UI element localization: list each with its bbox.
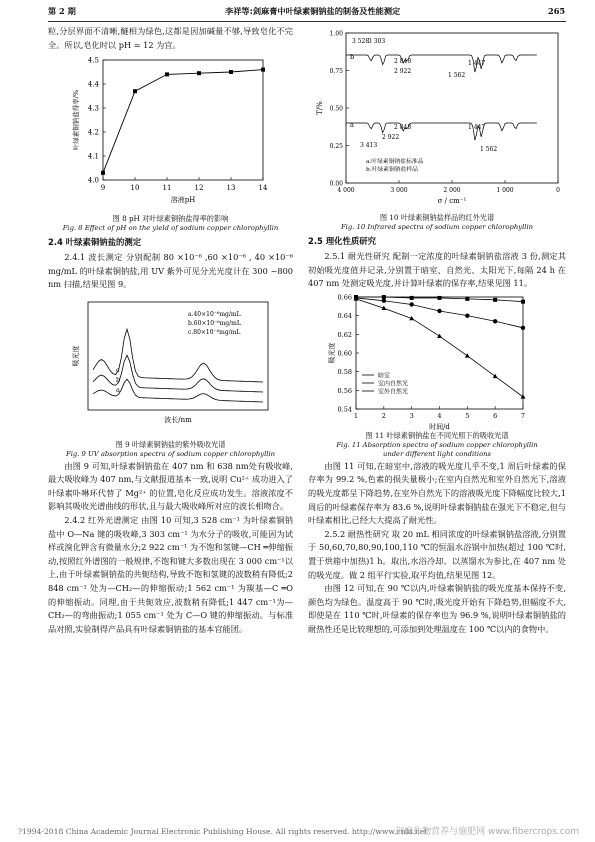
legend-entry: b.叶绿素铜钠盐样品 [366,167,418,173]
page-header [0,0,595,22]
data-point [521,394,526,398]
x-tick-label: 13 [226,184,236,193]
spectrum-line-c [93,329,263,385]
legend-entry: 室外自然光 [378,388,409,396]
x-tick-label: 14 [258,184,268,193]
legend-entry: c.80×10⁻⁶mg/mL [188,329,241,337]
data-point [438,296,442,300]
legend-entry: a.40×10⁻⁶mg/mL [188,311,241,319]
data-point [382,295,386,299]
peak-label: 1 562 [448,72,466,79]
curve-label: a [350,121,354,129]
peak-label: 1 447 [468,124,486,131]
data-point [521,300,525,304]
x-tick-label: 2 [381,411,386,420]
y-tick-label: 0.64 [337,312,352,321]
y-tick-label: 4.0 [87,176,99,185]
fig10-caption-en: Fig. 10 Infrared spectra of sodium copper chlorophyllin [340,223,534,231]
peak-label: 3 413 [360,142,378,149]
peak-label: 3 528 [352,38,370,45]
fig11-caption: 图 11 叶绿素铜钠盐在不同光照下的吸收光谱 [365,430,509,440]
issue-number: 第 2 期 [48,6,76,16]
y-tick-label: 0.50 [329,105,343,113]
fig8-caption-en: Fig. 8 Effect of pH on the yield of sodium copper chlorophyllin [62,224,279,233]
x-tick-label: 3 000 [390,187,408,194]
fig11-chart [308,291,566,431]
x-tick-label: 1 000 [496,187,514,194]
data-point [410,296,414,300]
data-point [493,298,497,302]
data-point [493,374,498,378]
data-point [465,353,470,357]
paragraph: 粒,分层界面不清晰,醚相为绿色,这都是因加碱量不够,导致皂化不完全。所以,皂化时以 pH = 12 为宜。 [48,26,293,50]
paragraph: 2.4.1 波长测定 分别配制 80 ×10⁻⁶ ,60 ×10⁻⁶ , 40 ×10⁻⁶ mg/mL 的叶绿素铜钠盐,用 UV 紫外可见分光光度计在 300 ~800 nm 扫描,结果见图 9。 [48,252,293,290]
x-axis-label: σ / cm⁻¹ [437,197,467,205]
paragraph: 由图 12 可知,在 90 ℃以内,叶绿素铜钠盐的吸光度基本保持不变,颜色均为绿色。温度高于 90 ℃时,吸光度开始有下降趋势,但幅度不大,即使是在 110 ℃时,叶绿素的保存率也为 96.9 %,说明叶绿素铜钠盐的耐热性还是比较理想的,可添加到处理温度在 100 ℃以内的食物中。 [308,583,566,634]
copyright-footer: ?1994-2018 China Academic Journal Electronic Publishing House. All rights reserved. http://www.cnki.net [18,827,428,836]
curve-label: a [116,386,120,395]
data-point [197,71,201,75]
peak-label: 1 447 [468,60,486,67]
y-tick-label: 0.56 [337,386,352,395]
curve-label: c [116,366,120,375]
y-tick-label: 1.00 [329,30,343,38]
peak-label: 2 848 [394,124,412,131]
peak-label: 2 848 [394,58,412,65]
paragraph: 2.5.2 耐热性研究 取 20 mL 相同浓度的叶绿素铜钠盐溶液,分别置于 50,60,70,80,90,100,110 ℃的恒温水浴锅中加热(超过 100 ℃时,置于烘箱中加热)1 h。取出,水浴冷却。以蒸馏水为参比,在 407 nm 处的吸光度。做 2 组平行实验,取平均值,结果见图 12。 [308,528,566,580]
fig11-caption-en: Fig. 11 Absorption spectra of sodium copper chlorophyllin [336,440,538,449]
fig10-caption: 图 10 叶绿素铜钠盐样品的红外光谱 [379,213,495,222]
y-tick-label: 0.75 [329,68,343,75]
plot-frame [88,302,268,410]
y-tick-label: 0.54 [337,405,352,414]
y-tick-label: 0.60 [337,349,352,358]
fig11-caption-en-2: under different light conditions [382,450,492,459]
x-axis-label: 波长/nm [164,416,192,425]
fig9-caption-en: Fig. 9 UV absorption spectra of sodium copper chlorophyllin [66,450,275,459]
y-axis-label: 叶绿素铜钠盐得率/% [72,90,80,151]
legend-entry: b.60×10⁻⁶mg/mL [188,320,241,328]
y-tick-label: 4.2 [87,128,99,137]
ir-spectrum-a [346,123,537,140]
y-tick-label: 4.1 [87,152,99,161]
x-axis-label: 溶液pH [170,196,196,205]
x-tick-label: 1 [353,411,359,420]
peak-label: 2 922 [394,68,412,75]
y-tick-label: 0.62 [337,330,352,339]
data-point [165,73,169,77]
fig9-chart [48,292,293,440]
fig9-caption: 图 9 叶绿素铜钠盐的紫外吸收光谱 [115,440,226,450]
running-title: 李祥等:剑麻膏中叶绿素铜钠盐的制备及性能测定 [225,6,401,16]
data-point [493,319,497,323]
x-tick-label: 0 [556,187,560,194]
y-tick-label: 0.25 [329,143,343,150]
fig8-caption: 图 8 pH 对叶绿素铜钠盐得率的影响 [112,214,229,224]
data-line [103,70,263,173]
x-tick-label: 4 [437,411,442,420]
x-tick-label: 3 [409,411,414,420]
peak-label: 1 562 [480,146,498,153]
data-point [229,70,233,74]
y-tick-label: 0.00 [329,180,343,188]
legend-entry: a.叶绿素铜钠盐标准品 [366,159,424,165]
y-tick-label: 4.3 [87,104,99,113]
section-heading: 2.5 理化性质研究 [308,235,377,246]
y-tick-label: 4.5 [87,56,99,65]
x-tick-label: 5 [465,411,470,420]
data-point [261,68,265,72]
ir-spectrum-b [346,55,537,72]
data-point [521,325,525,329]
x-tick-label: 2 000 [443,187,461,194]
plot-frame [103,60,263,180]
peak-label: 3 303 [368,38,386,45]
peak-label: 2 922 [382,134,400,141]
paragraph: 由图 9 可知,叶绿素铜钠盐在 407 nm 和 638 nm处有吸收峰,最大吸收峰为 407 nm,与文献报道基本一致,说明 Cu²⁺ 成功进入了叶绿素卟啉环代替了 Mg²⁺ 的位置,皂化反应成功发生。溶液浓度不影响其吸收光谱曲线的形状,且与最大吸收峰所对应的波长相吻合。 [48,460,293,512]
x-tick-label: 4 000 [337,187,355,194]
legend-entry: 暗室 [378,372,391,380]
data-point [101,171,105,175]
left-column [48,25,293,636]
data-point [133,89,137,93]
legend-entry: 室内自然光 [378,380,409,388]
data-point [465,297,469,301]
section-heading: 2.4 叶绿素铜钠盐的测定 [48,236,142,247]
x-axis-label: 时间/d [429,422,450,431]
data-point [437,309,441,313]
y-tick-label: 0.58 [337,368,352,377]
x-tick-label: 9 [100,184,106,193]
page-number: 265 [548,6,566,16]
x-tick-label: 10 [130,184,140,193]
watermark: 剑麻作物营养与施肥网 www.fibercrops.com [395,827,579,837]
x-tick-label: 12 [194,184,204,193]
curve-label: b [116,376,121,385]
y-axis-label: T/% [316,101,324,115]
paragraph: 2.5.1 耐光性研究 配制一定浓度的叶绿素铜钠盐溶液 3 份,测定其初始吸光度值并记录,分别置于暗室、自然光、太阳光下,每隔 24 h 在 407 nm 处测定吸光度,并计算叶绿素的保存率,结果见图 11。 [308,251,566,289]
x-tick-label: 11 [162,184,172,193]
data-point [437,333,442,337]
y-tick-label: 0.66 [337,293,352,302]
data-point [465,313,469,317]
y-axis-label: 吸光度 [72,345,80,367]
fig8-chart [48,52,293,214]
y-tick-label: 4.4 [87,80,99,89]
curve-label: b [350,53,355,61]
paragraph: 由图 11 可知,在暗室中,溶液的吸光度几乎不变,1 周后叶绿素的保存率为 99.2 %,色素的损失量极小;在室内自然光和室外自然光下,溶液的吸光度都呈下降趋势,在室外自然光下的溶液吸光度下降幅度比较大,1 周后的叶绿素保存率为 83.6 %,说明叶绿素铜钠盐在强光下不稳定,但与叶绿素相比,已经大大提高了耐光性。 [308,460,566,526]
x-tick-label: 6 [493,411,498,420]
header-rule [48,21,566,22]
x-tick-label: 7 [520,411,526,420]
right-column [308,25,566,637]
paragraph: 2.4.2 红外光谱测定 由图 10 可知,3 528 cm⁻¹ 为叶绿素铜钠盐中 O—Na 键的吸收峰,3 303 cm⁻¹ 为水分子的吸收,可能因为试样或溴化钾含有微量水分;2 922 cm⁻¹ 为不饱和氢键—CH ═伸缩振动,按照红外谱图的一般规律,不饱和键大多数出现在 3 000 cm⁻¹以上,由于叶绿素铜钠盐的共轭结构,导致不饱和氢键的波数稍有降低;2 848 cm⁻¹ 处为—CH₂—的伸缩振动;1 562 cm⁻¹ 为羰基—C ═O 的伸缩振动。同理,由于共轭效应,波数稍有降低;1 447 cm⁻¹为—CH₂—的弯曲振动;1 055 cm⁻¹ 处为 C—O 键的伸缩振动。与标准品对照,实验制得产品具有叶绿素铜钠盐的基本官能团。 [48,514,293,634]
data-point [409,302,413,306]
fig10-chart [308,25,566,213]
y-axis-label: 吸光度 [328,342,336,364]
data-point [382,298,386,302]
